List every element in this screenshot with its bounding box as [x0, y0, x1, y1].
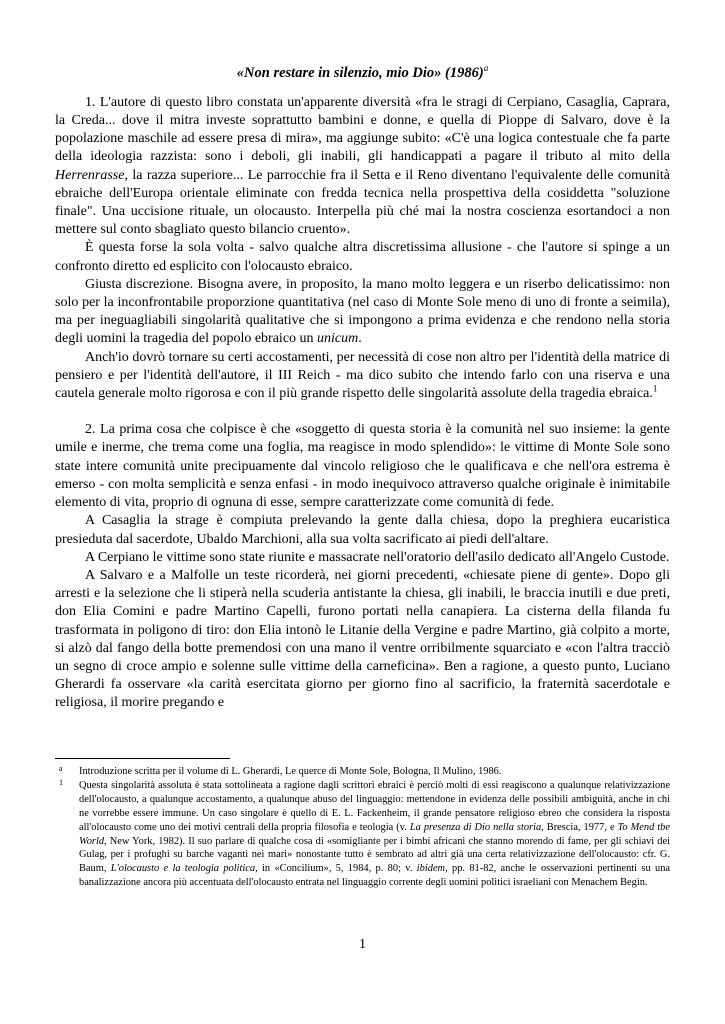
paragraph: [55, 239, 670, 275]
italic-text: ibidem: [416, 863, 446, 875]
paragraph: [55, 94, 670, 240]
paragraph: [55, 549, 670, 567]
paragraph: [55, 421, 670, 512]
text-run: A Casaglia la strage è compiuta prelevando la gente dalla chiesa, dopo la preghiera eucaristica presieduta dal sacerdote, Ubaldo Marchioni, alla sua volta sacrificato ai piedi dell'altare.: [55, 513, 670, 547]
italic-text: To Mend tbe World: [79, 821, 670, 847]
text-run: Giusta discrezione. Bisogna avere, in proposito, la mano molto leggera e un riserbo delicatissimo: non solo per la inconfrontabile proporzione quantitativa (nel caso di Monte Sole meno di uno di fronte a seimila), ma per ineguagliabili singolarità qualitative che si impongono a prima evidenza e che rendono nella storia degli uomini la tragedia del popolo ebraico un: [55, 276, 670, 347]
footnote-list: [55, 765, 670, 890]
document-body: [55, 94, 670, 713]
italic-text: Herrenrasse: [55, 167, 125, 183]
text-run: , Brescia, 1977, e: [541, 821, 618, 833]
paragraph: [55, 349, 670, 404]
text-run: , pp. 81-82, anche le osservazioni pertinenti su una banalizzazione ancora più accentuata dell'olocausto entrata nel linguaggio corrente degli uomini politici israeliani con Menachem Begin.: [79, 863, 671, 889]
italic-text: La presenza di Dio nella storia: [409, 821, 542, 833]
text-run: , la razza superiore... Le parrocchie fra il Setta e il Reno diventano l'equivalente delle comunità ebraiche dell'Europa orientale eliminate con fredda tecnica nella prospettiva della cosiddetta "soluzione finale". Una uccisione rituale, un olocausto. Interpella più ché mai la nostra coscienza esortandoci a non mettere sul conto sbagliato questo bilancio cruento».: [55, 167, 670, 238]
footnote-reference: 1: [652, 383, 658, 394]
text-run: A Salvaro e a Malfolle un teste ricorderà, nei giorni precedenti, «chiesate piene di gente». Dopo gli arresti e la selezione che li stiperà nella scuderia antistante la chiesa, gli inabili, le braccia inutili e due preti, don Elia Comini e padre Martino Capelli, furono portati nella canapiera. La cisterna della filanda fu trasformata in poligono di tiro: don Elia intonò le Litanie della Vergine e padre Martino, già colpito a morte, si alzò dal fango della botte premendosi con una mano il ventre orribilmente squarciato e «con l'altra tracciò un segno di croce ampio e solenne sulle vittime della carneficina». Ben a ragione, a questo punto, Luciano Gherardi fa osservare «la carità esercitata giorno per giorno fino al sacrificio, la fraternità sacerdotale e religiosa, il morire pregando e: [55, 567, 670, 711]
footnote-mark: a: [59, 764, 63, 773]
text-run: , New York, 1982). Il suo parlare di qualche cosa di «somigliante per i bimbi africani che stanno morendo di fame, per gli schiavi dei Gulag, per i profughi su barche vaganti nei mari» nonostante tutto è sembrato ad altri già una certa relativizzazione dell'olocausto: cfr. G. Baum,: [79, 835, 670, 875]
title-text: «Non restare in silenzio, mio Dio» (1986): [236, 64, 484, 81]
footnote-separator: [55, 758, 230, 759]
text-run: 2. La prima cosa che colpisce è che «soggetto di questa storia è la comunità nel suo insieme: la gente umile e inerme, che trema come una foglia, ma reagisce in modo splendido»: le vittime di Monte Sole sono state intere comunità unite precipuamente dal vincolo religioso che le qualificava e che nell'ora estrema è emerso - con molta semplicità e senza enfasi - in modo inequivoco attraverso qualche originale è inimitabile elemento di vita, proprio di ognuna di esse, sempre caratterizzate come comunità di fede.: [55, 422, 670, 511]
text-run: È questa forse la sola volta - salvo qualche altra discretissima allusione - che l'autore si spinge a un confronto diretto ed esplicito con l'olocausto ebraico.: [55, 240, 670, 274]
italic-text: unicum: [317, 331, 359, 347]
paragraph: [55, 567, 670, 713]
footnotes: [55, 758, 670, 890]
italic-text: L'olocausto e la teologia politica: [110, 863, 256, 875]
paragraph: [55, 276, 670, 349]
text-run: 1. L'autore di questo libro constata un'apparente diversità «fra le stragi di Cerpiano, Casaglia, Caprara, la Creda... dove il mitra investe soprattutto bambini e donne, e quella di Pioppe di Salvaro, dove è la popolazione maschile ad essere presa di mira», ma aggiunge subito: «C'è una logica contestuale che fa parte della ideologia razzista: sono i deboli, gli inabili, gli handicappati a pagare il tributo al mito della: [55, 94, 670, 165]
footnote: [55, 779, 670, 890]
page-number: 1: [359, 937, 366, 952]
paragraph: [55, 512, 670, 548]
text-run: Questa singolarità assoluta è stata sottolineata a ragione dagli scrittori ebraici è perciò molti di essi reagiscono a qualunque relativizzazione dell'olocausto, a qualunque accostamento, a qualunque abuso del linguaggio: mettendone in evidenza delle possibili ambiguità, anche in chi ne vorrebbe essere immune. Un caso singolare è quello di E. L. Fackenheim, il grande pensatore religioso ebreo che considera la risposta all'olocausto come uno dei motivi centrali della propria filosofia e teologia (v.: [79, 779, 670, 833]
footnote-mark: 1: [59, 777, 63, 787]
text-run: Introduzione scritta per il volume di L. Gherardi, Le querce di Monte Sole, Bologna, Il Mulino, 1986.: [79, 766, 502, 777]
document-title: [55, 63, 670, 82]
footnote: [55, 765, 670, 779]
text-run: , in «Concilium», 5, 1984, p. 80; v.: [255, 863, 417, 875]
text-run: .: [358, 331, 362, 347]
text-run: A Cerpiano le vittime sono state riunite e massacrate nell'oratorio dell'asilo dedicato all'Angelo Custode.: [85, 549, 670, 565]
text-run: Anch'io dovrò tornare su certi accostamenti, per necessità di cose non altro per l'identità della matrice di pensiero e per l'identità dell'autore, il III Reich - ma dico subito che intendo farlo con una riserva e una cautela generale molto rigorosa e con il più grande rispetto delle singolarità assolute della tragedia ebraica.: [55, 349, 670, 402]
document-page: [55, 63, 670, 713]
title-footnote-mark: a: [483, 63, 489, 73]
